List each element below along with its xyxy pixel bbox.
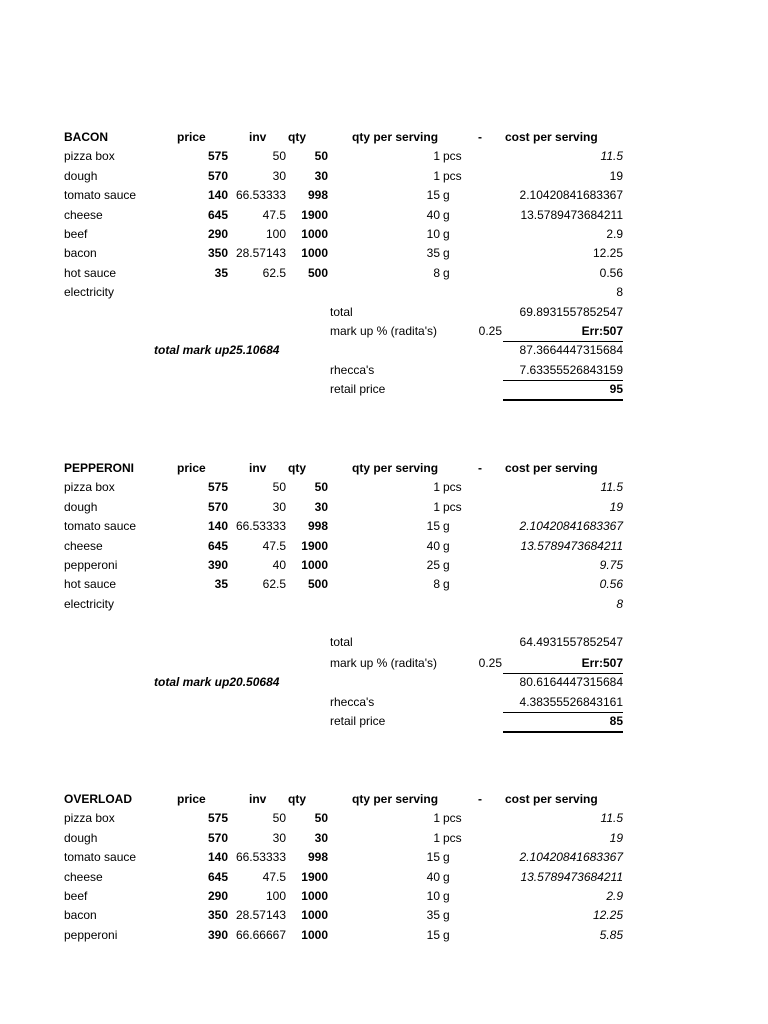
- qty-cell: 30: [314, 830, 328, 845]
- table-row: [0, 244, 768, 263]
- table-row: [0, 498, 768, 517]
- cost-per-serving-header: cost per serving: [505, 461, 598, 475]
- qty-cell: 1900: [301, 869, 328, 884]
- unit-cell: g: [443, 577, 450, 592]
- ingredient-name: cheese: [64, 207, 103, 222]
- table-row: [0, 225, 768, 244]
- qty-cell: 50: [314, 149, 328, 164]
- qty-per-serving-cell: 15: [426, 927, 440, 942]
- table-row: [0, 556, 768, 575]
- subtotal-row: [0, 341, 768, 360]
- unit-cell: g: [443, 519, 450, 534]
- cost-per-serving-header: cost per serving: [505, 792, 598, 806]
- total-markup-value: 20.50684: [229, 675, 280, 690]
- cost-per-serving-cell: 13.5789473684211: [520, 207, 623, 222]
- cost-per-serving-cell: 2.10420841683367: [519, 519, 623, 534]
- inv-header: inv: [249, 130, 267, 144]
- ingredient-name: beef: [64, 226, 88, 241]
- cost-per-serving-cell: 13.5789473684211: [520, 869, 623, 884]
- qty-cell: 1000: [301, 226, 328, 241]
- cost-per-serving-cell: 8: [616, 285, 623, 300]
- cost-per-serving-cell: 12.25: [592, 246, 623, 261]
- retail-value: 95: [503, 380, 623, 401]
- unit-cell: pcs: [443, 811, 462, 826]
- qty-per-serving-cell: 15: [426, 519, 440, 534]
- price-cell: 35: [214, 265, 228, 280]
- qty-cell: 50: [314, 480, 328, 495]
- total-label: total: [330, 635, 353, 649]
- unit-cell: g: [443, 265, 450, 280]
- unit-cell: g: [443, 869, 450, 884]
- price-cell: 290: [207, 226, 228, 241]
- dash-header: -: [478, 461, 482, 475]
- cost-per-serving-cell: 2.10420841683367: [519, 188, 623, 203]
- qty-header: qty: [288, 130, 306, 144]
- unit-cell: g: [443, 226, 450, 241]
- price-cell: [172, 283, 228, 302]
- cost-per-serving-cell: 13.5789473684211: [520, 538, 623, 553]
- inv-cell: 47.5: [262, 869, 286, 884]
- dash-header: -: [478, 792, 482, 806]
- total-markup-label: total mark up: [154, 343, 230, 358]
- subtotal-row: [0, 673, 768, 692]
- price-cell: 140: [207, 519, 228, 534]
- unit-cell: pcs: [443, 480, 462, 495]
- inv-cell: 30: [272, 499, 286, 514]
- unit-cell: g: [443, 557, 450, 572]
- table-row: [0, 167, 768, 186]
- ingredient-name: bacon: [64, 908, 97, 923]
- qty-per-serving-cell: 8: [433, 265, 440, 280]
- qty-cell: 50: [314, 811, 328, 826]
- qty-per-serving-cell: 10: [426, 888, 440, 903]
- total-value: 64.4931557852547: [519, 635, 623, 649]
- markup-row: [0, 322, 768, 341]
- price-cell: 645: [207, 869, 228, 884]
- inv-cell: 40: [272, 557, 286, 572]
- cost-per-serving-cell: 0.56: [599, 265, 623, 280]
- ingredient-name: tomato sauce: [64, 188, 137, 203]
- table-row: [0, 283, 768, 302]
- qty-per-serving-cell: [330, 283, 440, 302]
- rhecca-row: [0, 693, 768, 712]
- table-row: [0, 809, 768, 828]
- total-label: total: [330, 304, 353, 319]
- price-cell: 575: [207, 811, 228, 826]
- inv-cell: 28.57143: [235, 246, 286, 261]
- price-cell: 350: [207, 908, 228, 923]
- total-row: [0, 303, 768, 322]
- markup-pct: 0.25: [478, 324, 502, 338]
- ingredient-name: electricity: [64, 285, 115, 300]
- retail-row: [0, 380, 768, 399]
- inv-cell: 50: [272, 480, 286, 495]
- inv-cell: 47.5: [262, 207, 286, 222]
- price-cell: 140: [207, 188, 228, 203]
- overload-header-row: [0, 790, 768, 809]
- retail-label: retail price: [330, 714, 386, 729]
- cost-per-serving-cell: 19: [609, 499, 623, 514]
- inv-cell: 66.53333: [235, 850, 286, 865]
- markup-row: [0, 654, 768, 673]
- qty-per-serving-cell: 1: [433, 480, 440, 495]
- unit-cell: g: [443, 927, 450, 942]
- cost-per-serving-cell: 0.56: [599, 577, 623, 592]
- qty-header: qty: [288, 792, 306, 806]
- section-title: PEPPERONI: [64, 461, 135, 475]
- cost-per-serving-cell: 2.10420841683367: [519, 850, 623, 865]
- table-row: [0, 868, 768, 887]
- qty-per-serving-cell: 1: [433, 149, 440, 164]
- qty-cell: 998: [307, 850, 328, 865]
- unit-cell: pcs: [443, 168, 462, 183]
- qty-per-serving-cell: 1: [433, 499, 440, 514]
- cost-per-serving-cell: 2.9: [606, 226, 623, 241]
- qty-per-serving-cell: 15: [426, 188, 440, 203]
- table-row: [0, 478, 768, 497]
- unit-cell: pcs: [443, 499, 462, 514]
- table-row: [0, 575, 768, 594]
- qty-per-serving-cell: 1: [433, 168, 440, 183]
- cost-per-serving-cell: 19: [609, 830, 623, 845]
- markup-label: mark up % (radita's): [330, 324, 437, 338]
- qty-per-serving-header: qty per serving: [352, 792, 439, 806]
- retail-label: retail price: [330, 382, 386, 397]
- qty-cell: 1000: [301, 888, 328, 903]
- markup-value: Err:507: [503, 322, 623, 342]
- table-row: [0, 186, 768, 205]
- price-header: price: [177, 792, 206, 806]
- total-markup-cell: [154, 341, 284, 360]
- table-row: [0, 887, 768, 906]
- total-markup-cell: [154, 673, 284, 692]
- qty-per-serving-cell: [330, 595, 440, 614]
- unit-cell: g: [443, 908, 450, 923]
- qty-per-serving-cell: 1: [433, 811, 440, 826]
- cost-per-serving-cell: 11.5: [600, 480, 623, 495]
- unit-cell: g: [443, 246, 450, 261]
- ingredient-name: cheese: [64, 538, 103, 553]
- unit-cell: [443, 595, 505, 614]
- price-cell: 390: [207, 557, 228, 572]
- cost-per-serving-cell: 11.5: [600, 149, 623, 164]
- total-row: [0, 633, 768, 652]
- table-row: [0, 926, 768, 945]
- qty-cell: 1900: [301, 207, 328, 222]
- qty-per-serving-cell: 15: [426, 850, 440, 865]
- price-cell: 645: [207, 538, 228, 553]
- cost-per-serving-cell: 2.9: [606, 888, 623, 903]
- markup-value: Err:507: [503, 654, 623, 674]
- unit-cell: g: [443, 850, 450, 865]
- ingredient-name: pizza box: [64, 811, 115, 826]
- cost-per-serving-cell: 8: [616, 596, 623, 611]
- ingredient-name: bacon: [64, 246, 97, 261]
- qty-cell: 1000: [301, 246, 328, 261]
- cost-per-serving-header: cost per serving: [505, 130, 598, 144]
- price-cell: 645: [207, 207, 228, 222]
- qty-per-serving-cell: 1: [433, 830, 440, 845]
- price-header: price: [177, 461, 206, 475]
- inv-cell: 28.57143: [235, 908, 286, 923]
- price-cell: 35: [214, 577, 228, 592]
- inv-cell: 47.5: [262, 538, 286, 553]
- markup-pct: 0.25: [478, 656, 502, 670]
- table-row: [0, 848, 768, 867]
- qty-per-serving-cell: 35: [426, 908, 440, 923]
- ingredient-name: dough: [64, 830, 98, 845]
- price-cell: 570: [207, 830, 228, 845]
- cost-per-serving-cell: 5.85: [599, 927, 623, 942]
- table-row: [0, 829, 768, 848]
- ingredient-name: cheese: [64, 869, 103, 884]
- price-cell: 390: [207, 927, 228, 942]
- price-cell: [172, 595, 228, 614]
- cost-per-serving-cell: 9.75: [599, 557, 623, 572]
- total-markup-label: total mark up: [154, 675, 230, 690]
- price-cell: 570: [207, 499, 228, 514]
- ingredient-name: beef: [64, 888, 88, 903]
- rhecca-label: rhecca's: [330, 694, 375, 709]
- inv-cell: 50: [272, 149, 286, 164]
- table-row: [0, 537, 768, 556]
- qty-per-serving-cell: 35: [426, 246, 440, 261]
- inv-cell: 66.66667: [235, 927, 286, 942]
- ingredient-name: hot sauce: [64, 265, 117, 280]
- total-value: 69.8931557852547: [519, 304, 623, 319]
- inv-cell: 62.5: [262, 577, 286, 592]
- markup-label: mark up % (radita's): [330, 656, 437, 670]
- rhecca-value: 7.63355526843159: [503, 361, 623, 381]
- inv-cell: 100: [265, 888, 286, 903]
- qty-per-serving-cell: 10: [426, 226, 440, 241]
- subtotal-value: 87.3664447315684: [519, 343, 623, 358]
- unit-cell: pcs: [443, 830, 462, 845]
- qty-cell: 1000: [301, 557, 328, 572]
- table-row: [0, 595, 768, 614]
- qty-per-serving-header: qty per serving: [352, 461, 439, 475]
- ingredient-name: pepperoni: [64, 557, 118, 572]
- ingredient-name: dough: [64, 499, 98, 514]
- table-row: [0, 517, 768, 536]
- rhecca-value: 4.38355526843161: [503, 693, 623, 713]
- cost-per-serving-cell: 12.25: [592, 908, 623, 923]
- qty-cell: 998: [307, 519, 328, 534]
- qty-per-serving-cell: 40: [426, 207, 440, 222]
- table-row: [0, 147, 768, 166]
- unit-cell: pcs: [443, 149, 462, 164]
- ingredient-name: electricity: [64, 596, 115, 611]
- table-row: [0, 906, 768, 925]
- inv-cell: 50: [272, 811, 286, 826]
- section-title: BACON: [64, 130, 108, 144]
- total-markup-value: 25.10684: [229, 343, 280, 358]
- qty-cell: 500: [307, 265, 328, 280]
- inv-cell: 66.53333: [235, 188, 286, 203]
- price-cell: 140: [207, 850, 228, 865]
- inv-cell: 100: [265, 226, 286, 241]
- subtotal-value: 80.6164447315684: [519, 675, 623, 690]
- qty-header: qty: [288, 461, 306, 475]
- inv-cell: 62.5: [262, 265, 286, 280]
- dash-header: -: [478, 130, 482, 144]
- qty-cell: 30: [314, 168, 328, 183]
- inv-header: inv: [249, 461, 267, 475]
- cost-per-serving-cell: 11.5: [600, 811, 623, 826]
- unit-cell: g: [443, 188, 450, 203]
- unit-cell: [443, 283, 505, 302]
- qty-per-serving-cell: 25: [426, 557, 440, 572]
- qty-cell: [288, 595, 328, 614]
- qty-cell: 500: [307, 577, 328, 592]
- pepperoni-header-row: [0, 459, 768, 478]
- unit-cell: g: [443, 207, 450, 222]
- qty-per-serving-header: qty per serving: [352, 130, 439, 144]
- inv-cell: [230, 595, 286, 614]
- qty-per-serving-cell: 40: [426, 869, 440, 884]
- price-cell: 350: [207, 246, 228, 261]
- inv-header: inv: [249, 792, 267, 806]
- ingredient-name: tomato sauce: [64, 850, 137, 865]
- price-cell: 575: [207, 149, 228, 164]
- inv-cell: 66.53333: [235, 519, 286, 534]
- price-cell: 290: [207, 888, 228, 903]
- qty-cell: 1000: [301, 927, 328, 942]
- qty-cell: 1900: [301, 538, 328, 553]
- table-row: [0, 206, 768, 225]
- ingredient-name: tomato sauce: [64, 519, 137, 534]
- retail-row: [0, 712, 768, 731]
- inv-cell: 30: [272, 830, 286, 845]
- ingredient-name: pizza box: [64, 480, 115, 495]
- ingredient-name: dough: [64, 168, 98, 183]
- rhecca-label: rhecca's: [330, 362, 375, 377]
- ingredient-name: hot sauce: [64, 577, 117, 592]
- qty-cell: 30: [314, 499, 328, 514]
- rhecca-row: [0, 361, 768, 380]
- qty-cell: [288, 283, 328, 302]
- price-cell: 575: [207, 480, 228, 495]
- retail-value: 85: [503, 712, 623, 733]
- price-cell: 570: [207, 168, 228, 183]
- ingredient-name: pepperoni: [64, 927, 118, 942]
- unit-cell: g: [443, 888, 450, 903]
- bacon-header-row: [0, 128, 768, 147]
- unit-cell: g: [443, 538, 450, 553]
- ingredient-name: pizza box: [64, 149, 115, 164]
- qty-cell: 1000: [301, 908, 328, 923]
- table-row: [0, 264, 768, 283]
- qty-per-serving-cell: 8: [433, 577, 440, 592]
- cost-per-serving-cell: 19: [609, 168, 623, 183]
- section-title: OVERLOAD: [64, 792, 133, 806]
- qty-per-serving-cell: 40: [426, 538, 440, 553]
- qty-cell: 998: [307, 188, 328, 203]
- price-header: price: [177, 130, 206, 144]
- inv-cell: [230, 283, 286, 302]
- inv-cell: 30: [272, 168, 286, 183]
